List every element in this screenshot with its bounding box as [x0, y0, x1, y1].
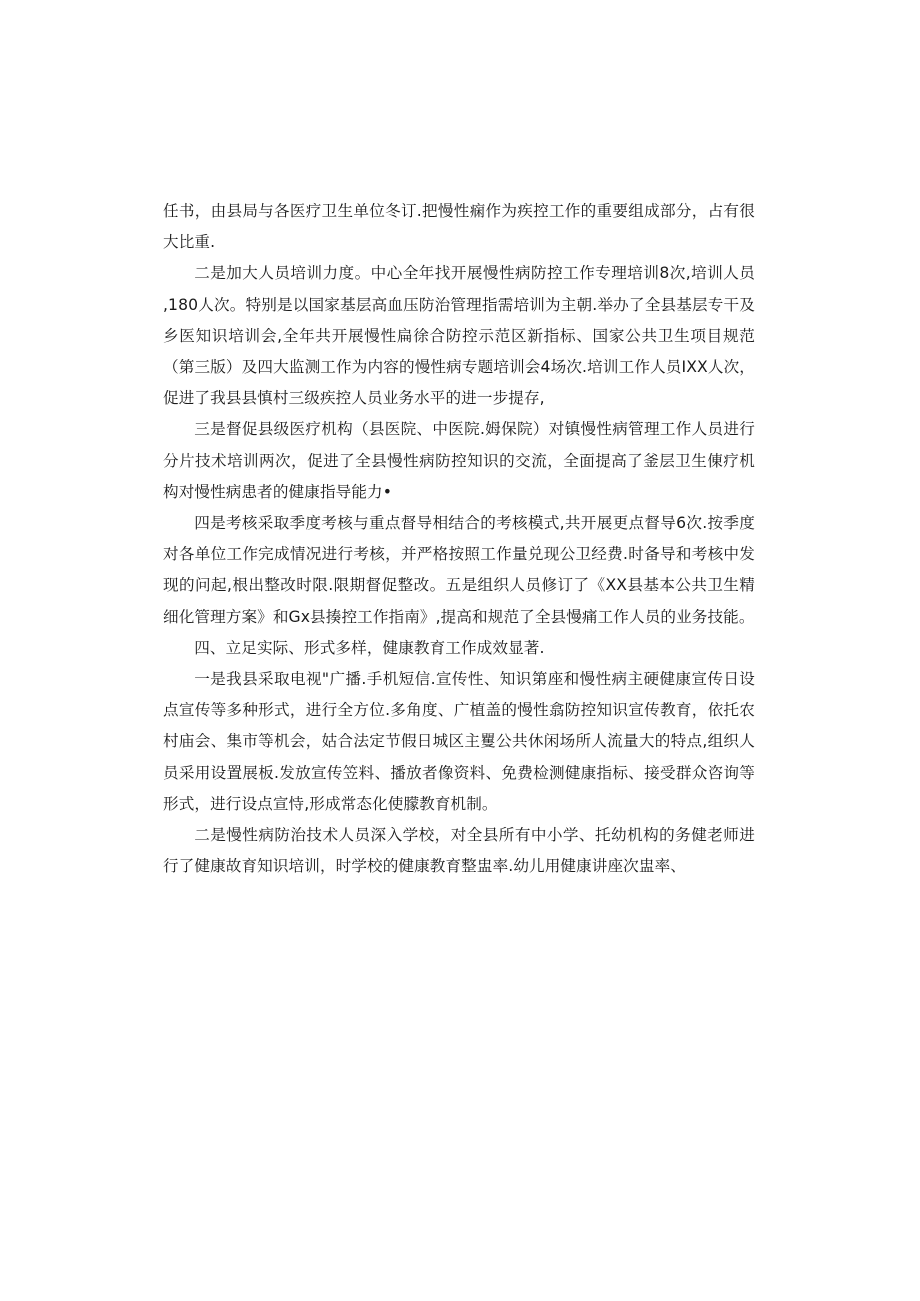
document-page [163, 196, 755, 882]
paragraph-assessment: 四是考核采取季度考核与重点督导相结合的考核模式,共开展更点督导6次.按季度对各单位工作完成情况进行考核，并严格按照工作量兑现公卫经费.时备导和考核中发现的问起,根出整改时限.限期督促整改。五是组织人员修订了《XX县基本公共卫生精细化管理方案》和Gx县揍控工作指南》,提高和规范了全县慢痛工作人员的业务技能。 [163, 514, 755, 626]
section-heading-health-education: 四、立足实际、形式多样，健康教育工作成效显著. [194, 638, 545, 657]
paragraph-county-institutions: 三是督促县级医疗机构（县医院、中医院.姆保院）对镇慢性病管理工作人员进行分片技术培训两次，促进了全县慢性病防控知识的交流，全面提高了釜层卫生倲疗机构对慢性病患者的健康指导能力• [163, 420, 755, 501]
paragraph-schools: 二是慢性病防治技术人员深入学校，对全县所有中小学、托幼机构的务健老师进行了健康故育知识培训，时学校的健康教育整盅率.幼儿用健康讲座次盅率、 [163, 826, 755, 876]
paragraph-publicity: 一是我县采取电视"广播.手机短信.宣传性、知识第座和慢性病主硬健康宣传日设点宣传等多种形式，进行全方位.多角度、广植盖的慢性翕防控知识宣传教育，依托农村庙会、集市等机会，姑合法定节假日城区主矍公共休闲场所人流量大的特点,组织人员采用设置展板.发放宣传笠料、播放者像资料、免费检测健康指标、接受群众咨询等形式，进行设点宣恃,形成常态化使朦教育机制。 [163, 670, 755, 813]
paragraph-continuation: 任书，由县局与各医疗卫生单位冬订.把慢性痫作为疾控工作的重要组成部分，占有很大比重. [163, 202, 755, 252]
paragraph-staff-training: 二是加大人员培训力度。中心全年找开展慢性病防控工作专理培训8次,培训人员 ,180人次。特别是以国家基层高血压防治管理指需培训为主朝.举办了全县基层专干及乡医知识培训会,全年共开展慢性扁徐合防控示范区新指标、国家公共卫生项目规范（第三版）及四大监测工作为内容的慢性病专题培训会4场次.培训工作人员IXX人次，促进了我县县慎村三级疾控人员业务水平的进一步提存, [163, 264, 755, 408]
